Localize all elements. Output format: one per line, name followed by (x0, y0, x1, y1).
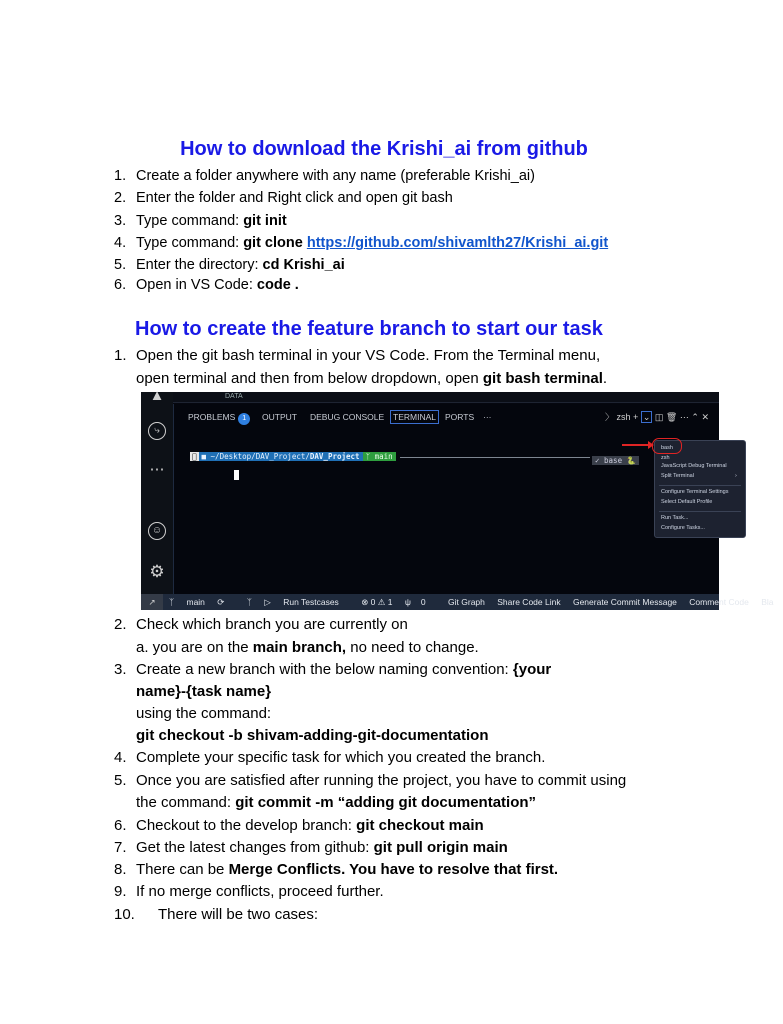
status-trailing[interactable]: Bla (761, 597, 774, 607)
list-text: no need to change. (346, 639, 479, 656)
status-branch-label: main (186, 597, 205, 607)
list-text-continued (136, 370, 607, 388)
command-text: git clone (243, 235, 307, 251)
list-text: Enter the folder and Right click and open git bash (136, 190, 453, 206)
status-generate-commit[interactable]: Generate Commit Message (572, 597, 677, 607)
list-number: 6. (114, 277, 127, 293)
section-title-download: How to download the Krishi_ai from github (180, 138, 588, 160)
list-number: 9. (114, 883, 127, 900)
list-number: 3. (114, 213, 127, 229)
list-text: Once you are satisfied after running the project, you have to commit using (136, 772, 627, 789)
list-text: Get the latest changes from github: (136, 839, 374, 856)
menu-item-run-task[interactable]: Run Task... (661, 515, 689, 521)
status-label: 0 (420, 597, 426, 607)
list-text: Checkout to the develop branch: (136, 817, 357, 834)
list-text-continued (136, 727, 489, 745)
list-number: 7. (114, 839, 127, 856)
more-tabs-icon[interactable]: ··· (483, 412, 492, 422)
terminal-panel (173, 404, 737, 594)
emphasis-text: name}-{task name} (136, 683, 272, 700)
terminal-cursor (234, 470, 239, 480)
menu-separator (659, 511, 741, 512)
list-text: . (602, 370, 608, 387)
settings-gear-icon[interactable]: ⚙ (149, 562, 165, 581)
git-branch-icon: ᛉ (361, 452, 371, 461)
list-number: 6. (114, 817, 127, 834)
list-text: Open in VS Code: (136, 277, 257, 293)
chevron-right-icon: › (735, 473, 737, 479)
terminal-name[interactable]: zsh (616, 412, 631, 422)
list-text-continued (136, 794, 536, 812)
menu-item-split-terminal[interactable]: Split Terminal (661, 473, 694, 479)
status-bar (141, 594, 774, 610)
emphasis-text: Merge Conflicts. You have to resolve that first. (228, 861, 559, 878)
list-subitem (136, 639, 479, 657)
terminal-prompt (190, 452, 396, 462)
list-number: 1. (114, 347, 127, 364)
close-icon[interactable]: ✕ (701, 412, 709, 422)
ports-icon: ψ (404, 597, 411, 607)
command-text: git checkout main (356, 817, 484, 834)
menu-separator (659, 485, 741, 486)
activity-bar (141, 387, 173, 594)
list-text-continued (136, 683, 271, 701)
list-number: 1. (114, 168, 127, 184)
git-branch-icon: ᛉ (169, 597, 175, 607)
emphasis-text: main branch, (252, 639, 347, 656)
command-text: code . (256, 277, 299, 293)
tab-ports[interactable]: PORTS (445, 412, 475, 422)
list-text: There will be two cases: (158, 906, 319, 923)
status-share-code-link[interactable]: Share Code Link (497, 597, 561, 607)
menu-item-select-default-profile[interactable]: Select Default Profile (661, 499, 713, 505)
section-title-feature-branch: How to create the feature branch to start our task (135, 318, 603, 340)
tab-problems[interactable] (188, 412, 250, 425)
list-text: Open the git bash terminal in your VS Code. From the Terminal menu, (136, 347, 601, 364)
tab-label: PROBLEMS (188, 412, 236, 422)
maximize-icon[interactable]: ⌃ (691, 412, 699, 422)
list-number: 5. (114, 772, 127, 789)
menu-item-configure-settings[interactable]: Configure Terminal Settings (661, 489, 729, 495)
terminal-controls (605, 410, 709, 423)
menu-item-bash[interactable]: bash (661, 445, 673, 451)
status-comment-code[interactable]: Comment Code (689, 597, 749, 607)
list-text: open terminal and then from below dropdown, open (136, 370, 483, 387)
list-text-continued: using the command: (136, 705, 272, 722)
list-text: Check which branch you are currently on (136, 616, 408, 633)
list-text: Type command: (136, 235, 244, 251)
list-number: 5. (114, 257, 127, 273)
list-text: the command: (136, 794, 236, 811)
split-terminal-icon[interactable]: ◫ (654, 412, 664, 422)
terminal-profile-dropdown (654, 440, 746, 538)
editor-text: DATA (225, 393, 243, 400)
prompt-path-bold: DAV_Project (305, 452, 356, 461)
tab-debug-console[interactable]: DEBUG CONSOLE (310, 412, 385, 422)
status-ports[interactable] (405, 597, 436, 607)
menu-item-zsh[interactable]: zsh (661, 455, 670, 461)
list-text: Create a new branch with the below naming convention: (136, 661, 513, 678)
list-number: 3. (114, 661, 127, 678)
command-text: git bash terminal (482, 370, 603, 387)
list-text: Complete your specific task for which you created the branch. (136, 749, 546, 766)
git-icon[interactable]: ᛉ (246, 597, 252, 607)
prompt-divider (400, 457, 590, 458)
command-text: git checkout -b shivam-adding-git-documentation (136, 727, 489, 744)
account-icon[interactable]: ☺ (148, 522, 166, 540)
git-graph-icon[interactable]: ⤷ (148, 422, 166, 440)
list-text: Type command: (136, 213, 244, 229)
tab-output[interactable]: OUTPUT (262, 412, 297, 422)
folder-icon: ■ (197, 452, 207, 461)
list-text: Enter the directory: (136, 257, 263, 273)
list-number: 2. (114, 616, 127, 633)
command-text: git init (243, 213, 287, 229)
sync-icon: ⟳ (217, 597, 225, 607)
conda-env-segment: ✓ base 🐍 (592, 456, 639, 465)
list-text: If no merge conflicts, proceed further. (136, 883, 384, 900)
tab-terminal[interactable]: TERMINAL (390, 410, 439, 424)
more-actions-icon[interactable]: ⋯ (679, 412, 689, 422)
env-name: base (604, 456, 623, 465)
prompt-branch: main (370, 452, 389, 461)
command-text: git commit -m “adding git documentation” (235, 794, 537, 811)
play-icon: ▷ (264, 597, 271, 607)
list-text: Create a folder anywhere with any name (preferable Krishi_ai) (136, 168, 535, 184)
list-text: a. you are on the (136, 639, 253, 656)
list-number: 4. (114, 235, 127, 251)
status-problems[interactable]: ⊗ 0 ⚠ 1 (361, 597, 393, 607)
menu-item-js-debug[interactable]: JavaScript Debug Terminal (661, 463, 727, 469)
new-terminal-plus-icon[interactable]: + (633, 412, 639, 422)
status-label: Run Testcases (283, 597, 339, 607)
problems-count-badge: 1 (238, 413, 250, 425)
command-text: cd Krishi_ai (262, 257, 345, 273)
status-branch[interactable] (169, 597, 234, 607)
terminal-icon: 〉 (604, 412, 614, 422)
editor-area (173, 392, 719, 403)
list-number: 4. (114, 749, 127, 766)
apple-icon (190, 452, 199, 461)
debug-icon[interactable]: ▲ (149, 387, 165, 404)
annotation-circle (652, 438, 682, 454)
status-git-graph[interactable]: Git Graph (448, 597, 485, 607)
status-run-testcases[interactable] (264, 597, 349, 607)
chevron-down-icon[interactable]: ⌄ (642, 412, 651, 422)
emphasis-text: {your (512, 661, 552, 678)
list-number: 2. (114, 190, 127, 206)
vscode-screenshot (141, 387, 774, 610)
remote-icon[interactable]: ↗ (141, 594, 163, 610)
github-repo-link[interactable]: https://github.com/shivamlth27/Krishi_ai.git (306, 235, 609, 251)
more-icon[interactable]: ⋯ (149, 461, 165, 478)
list-text: There can be (136, 861, 229, 878)
command-text: git pull origin main (373, 839, 508, 856)
trash-icon[interactable]: 🗑 (665, 412, 678, 422)
prompt-path: ~/Desktop/DAV_Project/ (206, 452, 306, 461)
list-number: 8. (114, 861, 127, 878)
menu-item-configure-tasks[interactable]: Configure Tasks... (661, 525, 705, 531)
list-number: 10. (114, 906, 135, 923)
